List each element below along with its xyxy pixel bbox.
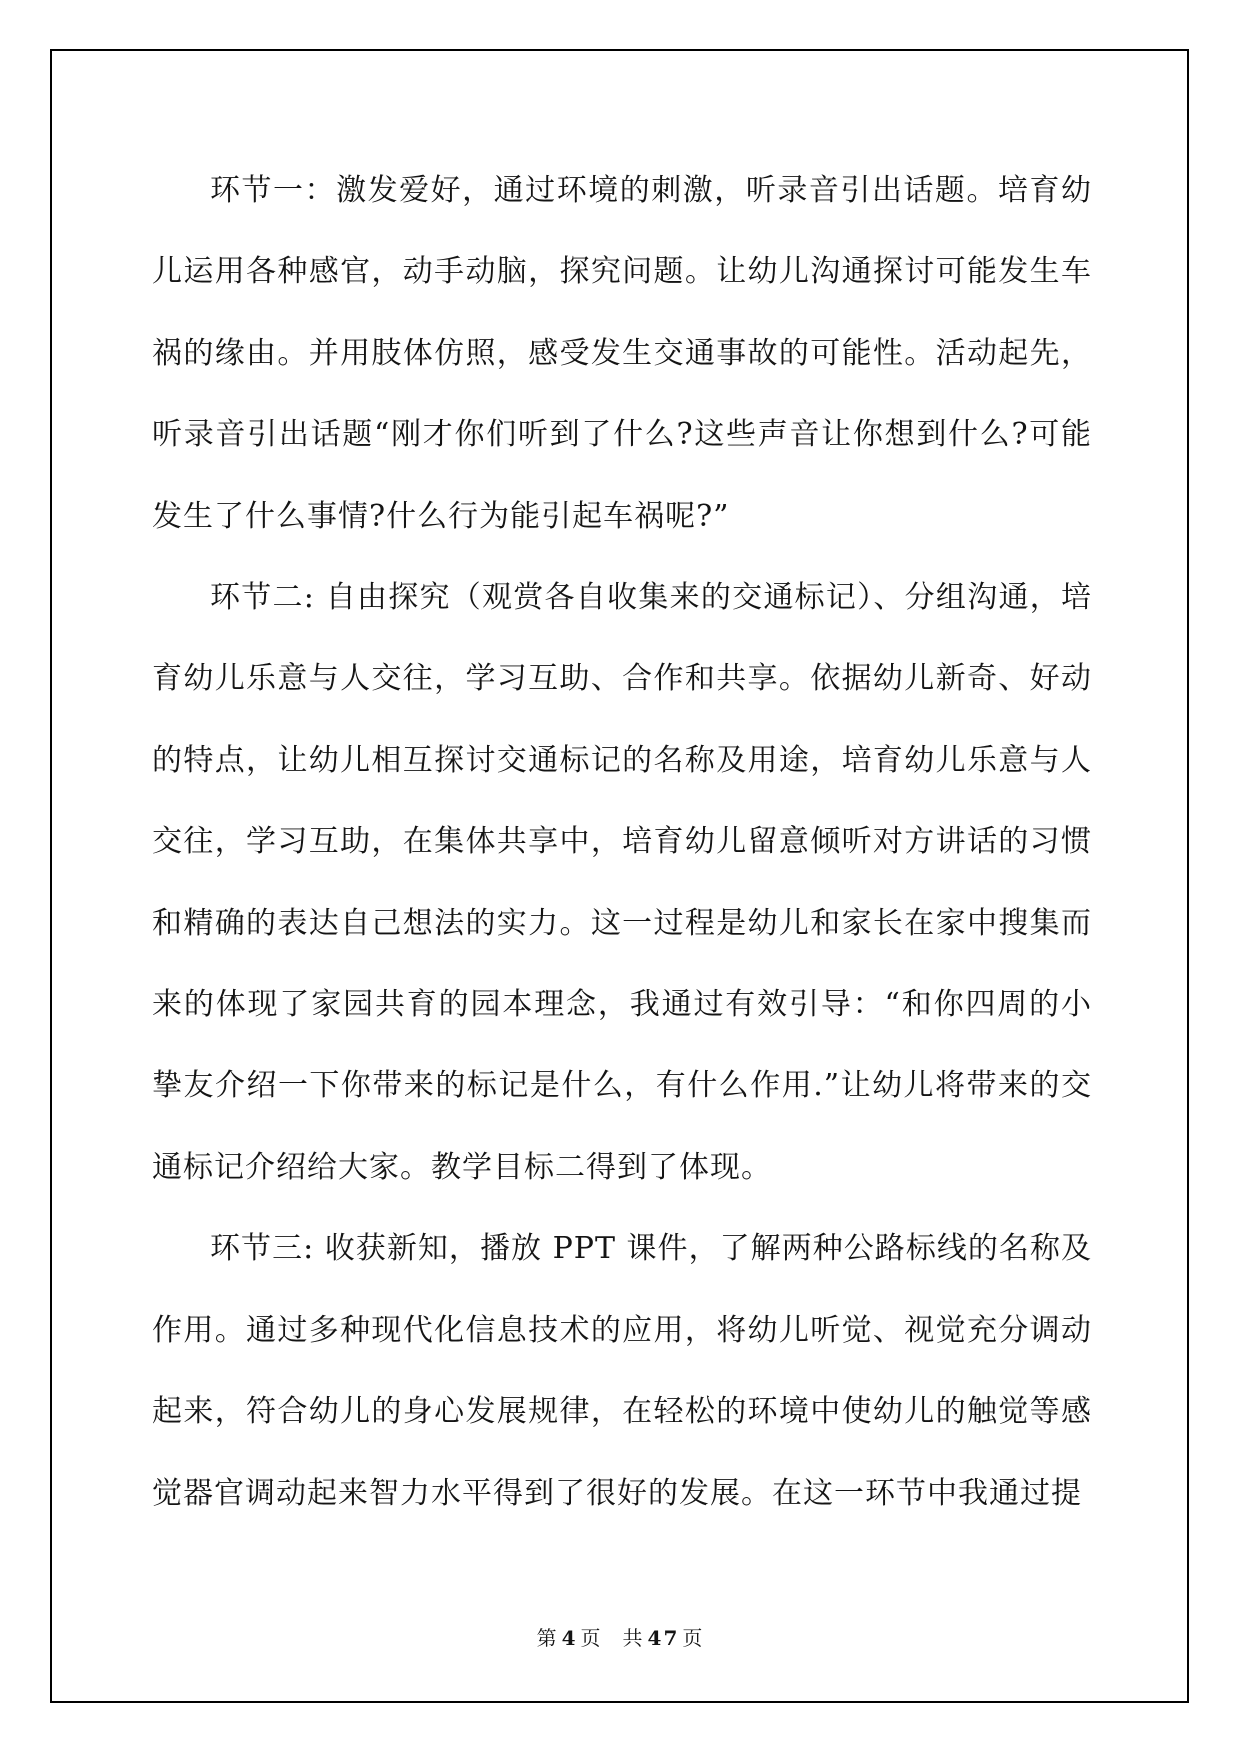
paragraph-step-three: 环节三: 收获新知，播放 PPT 课件，了解两种公路标线的名称及作用。通过多种现代化信息技术的应用，将幼儿听觉、视觉充分调动起来，符合幼儿的身心发展规律，在轻松的环境中使幼儿的触觉等感觉器官调动起来智力水平得到了很好的发展。在这一环节中我通过提 [152,1231,1092,1511]
total-pages-indicator [623,1626,705,1650]
document-body [152,150,1092,1534]
paragraph-step-two: 环节二: 自由探究（观赏各自收集来的交通标记）、分组沟通，培育幼儿乐意与人交往，学习互助、合作和共享。依据幼儿新奇、好动的特点，让幼儿相互探讨交通标记的名称及用途，培育幼儿乐意与人交往，学习互助，在集体共享中，培育幼儿留意倾听对方讲话的习惯和精确的表达自己想法的实力。这一过程是幼儿和家长在家中搜集而来的体现了家园共育的园本理念，我通过有效引导：“和你四周的小挚友介绍一下你带来的标记是什么，有什么作用.”让幼儿将带来的交通标记介绍给大家。教学目标二得到了体现。 [152,580,1092,1185]
page-label-suffix: 页 [580,1626,603,1650]
total-label-suffix: 页 [682,1626,705,1650]
page-footer [0,1622,1241,1651]
current-page-indicator [537,1626,603,1650]
paragraph-step-one: 环节一：激发爱好，通过环境的刺激，听录音引出话题。培育幼儿运用各种感官，动手动脑，探究问题。让幼儿沟通探讨可能发生车祸的缘由。并用肢体仿照，感受发生交通事故的可能性。活动起先，听录音引出话题“刚才你们听到了什么?这些声音让你想到什么?可能发生了什么事情?什么行为能引起车祸呢?” [152,173,1092,534]
total-label-prefix: 共 [622,1626,645,1650]
page-label-prefix: 第 [536,1626,559,1650]
page-number: 4 [561,1626,578,1650]
total-pages-number: 47 [647,1626,680,1650]
